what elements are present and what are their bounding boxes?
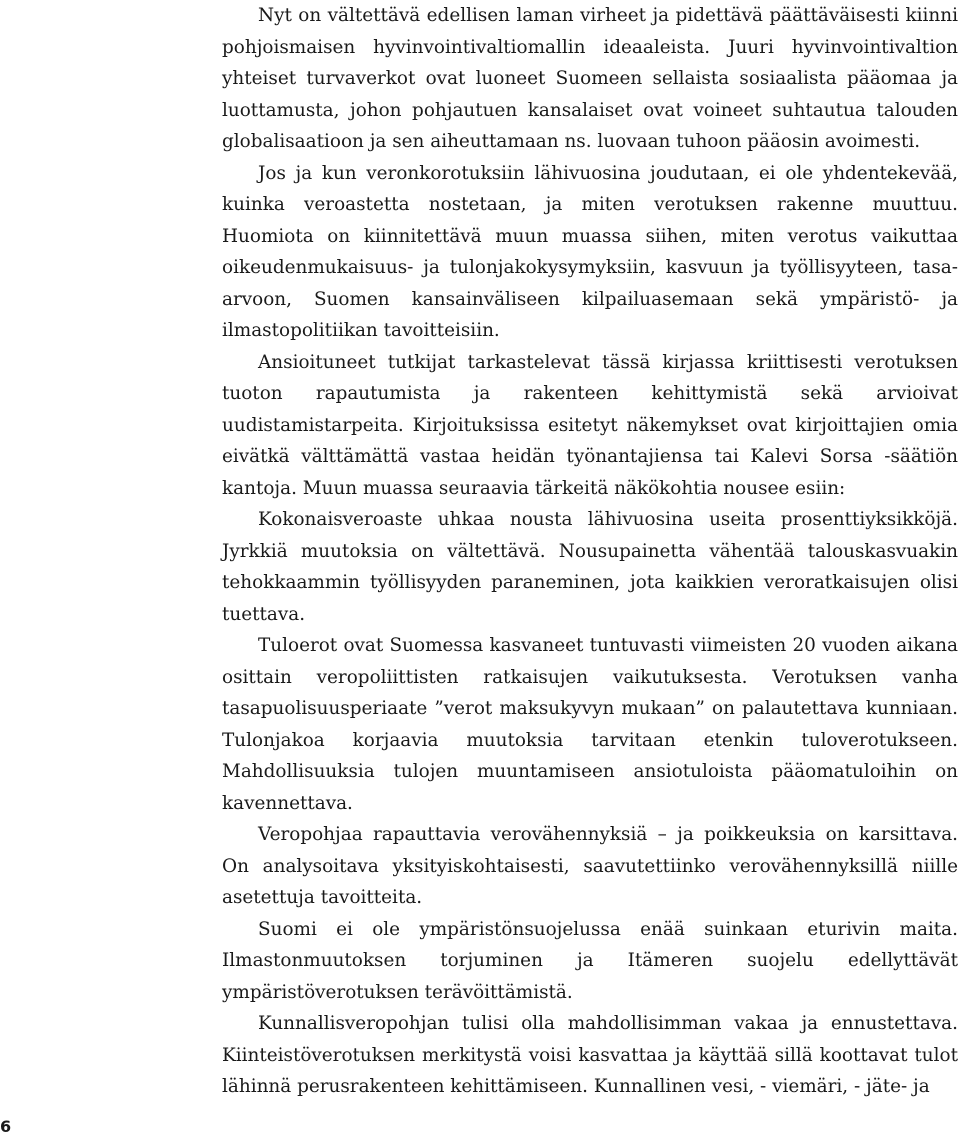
paragraph-8: Kunnallisveropohjan tulisi olla mahdollisimman vakaa ja ennustettava. Kiinteistöverotuksen merkitystä voisi kasvattaa ja käyttää sillä koottavat tulot lähinnä perusrakenteen kehittämiseen. Kunnallinen vesi, - viemäri, - jäte- ja [222,1013,958,1097]
paragraph-7: Suomi ei ole ympäristönsuojelussa enää suinkaan eturivin maita. Ilmastonmuutoksen torjuminen ja Itämeren suojelu edellyttävät ympäristöverotuksen terävöittämistä. [222,918,958,1003]
paragraph-4: Kokonaisveroaste uhkaa nousta lähivuosina useita prosenttiyksikköjä. Jyrkkiä muutoksia on vältettävä. Nousupainetta vähentää talouskasvuakin tehokkaammin työllisyyden paraneminen, jota kaikkien veroratkaisujen olisi tuettava. [222,509,958,625]
page-number: 6 [0,1117,12,1136]
paragraph-2: Jos ja kun veronkorotuksiin lähivuosina joudutaan, ei ole yhdentekevää, kuinka veroastetta nostetaan, ja miten verotuksen rakenne muuttuu. Huomiota on kiinnitettävä muun muassa siihen, miten verotus vaikuttaa oikeudenmukaisuus- ja tulonjakokysymyksiin, kasvuun ja työllisyyteen, tasa-arvoon, Suomen kansainväliseen kilpailuasemaan sekä ympäristö- ja ilmastopolitiikan tavoitteisiin. [222,162,958,341]
paragraph-1: Nyt on vältettävä edellisen laman virheet ja pidettävä päättäväisesti kiinni pohjoismaisen hyvinvointivaltiomallin ideaaleista. Juuri hyvinvointivaltion yhteiset turvaverkot ovat luoneet Suomeen sellaista sosiaalista pääomaa ja luottamusta, johon pohjautuen kansalaiset ovat voineet suhtautua talouden globalisaatioon ja sen aiheuttamaan ns. luovaan tuhoon pääosin avoimesti. [222,5,958,152]
body-text [222,0,958,1103]
paragraph-3: Ansioituneet tutkijat tarkastelevat tässä kirjassa kriittisesti verotuksen tuoton rapautumista ja rakenteen kehittymistä sekä arvioivat uudistamistarpeita. Kirjoituksissa esitetyt näkemykset ovat kirjoittajien omia eivätkä välttämättä vastaa heidän työnantajiensa tai Kalevi Sorsa -säätiön kantoja. Muun muassa seuraavia tärkeitä näkökohtia nousee esiin: [222,351,958,499]
paragraph-5: Tuloerot ovat Suomessa kasvaneet tuntuvasti viimeisten 20 vuoden aikana osittain veropoliittisten ratkaisujen vaikutuksesta. Verotuksen vanha tasapuolisuusperiaate ”verot maksukyvyn mukaan” on palautettava kunniaan. Tulonjakoa korjaavia muutoksia tarvitaan etenkin tuloverotukseen. Mahdollisuuksia tulojen muuntamiseen ansiotuloista pääomatuloihin on kavennettava. [222,635,958,814]
paragraph-6: Veropohjaa rapauttavia verovähennyksiä – ja poikkeuksia on karsittava. On analysoitava yksityiskohtaisesti, saavutettiinko verovähennyksillä niille asetettuja tavoitteita. [222,824,958,908]
